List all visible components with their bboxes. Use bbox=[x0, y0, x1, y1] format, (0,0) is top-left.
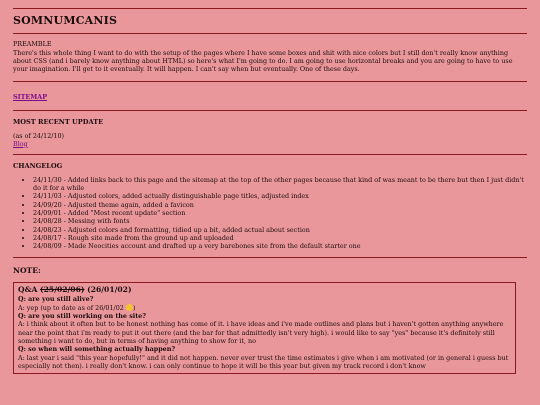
recent-update-heading: MOST RECENT UPDATE bbox=[13, 117, 104, 126]
changelog-heading: CHANGELOG bbox=[13, 162, 63, 171]
note-heading: NOTE: bbox=[13, 265, 41, 275]
answer-2: A: i think about it often but to be honest nothing has come of it. i have ideas and i've made outlines and plans but i haven't gotten anything anywhere near the point that i'm ready to put it out there (and the bar for that admittedly isn't very high). i would like to say "yes" because it's definitely still something i want to do, but in terms of having anything to show for it, no bbox=[18, 320, 504, 346]
changelog-item: • 24/09/01 - Added "Most recent update" section bbox=[33, 209, 527, 217]
answer-1 bbox=[18, 304, 511, 312]
changelog-item: • 24/11/30 - Added links back to this page and the sitemap at the top of the other pages because that kind of was meant to be there but then I just didn't do it for a while bbox=[33, 176, 527, 193]
note-section bbox=[13, 266, 527, 375]
recent-update-date: (as of 24/12/10) bbox=[13, 131, 65, 140]
changelog-item: • 24/09/20 - Adjusted theme again, added a favicon bbox=[33, 201, 527, 209]
question-3: Q: so when will something actually happen? bbox=[18, 345, 176, 354]
changelog-list bbox=[13, 176, 527, 251]
sitemap-link[interactable]: SITEMAP bbox=[13, 92, 48, 101]
qa-box bbox=[13, 282, 516, 375]
preamble-label: PREAMBLE bbox=[13, 40, 52, 49]
divider bbox=[13, 33, 527, 34]
question-1: Q: are you still alive? bbox=[18, 295, 94, 304]
site-title: SOMNUMCANIS bbox=[13, 14, 118, 27]
divider bbox=[13, 257, 527, 258]
changelog-section bbox=[13, 162, 527, 251]
preamble-text: There's this whole thing I want to do with the setup of the pages where I have some boxes and shit with nice colors but I still don't really know anything about CSS (and i barely know anything about HTML) so here's what I'm going to do. I am going to use horizontal breaks and you are going to have to use your imagination. I'll get to it eventually. It will happen. I can't say when but eventually. One of these days. bbox=[13, 48, 513, 74]
answer-1-text: A: yep (up to date as of 26/01/02 bbox=[18, 303, 124, 312]
question-2: Q: are you still working on the site? bbox=[18, 312, 146, 321]
changelog-item: • 24/11/03 - Adjusted colors, added actually distinguishable page titles, adjusted index bbox=[33, 192, 527, 200]
qa-label: Q&A bbox=[18, 284, 38, 294]
changelog-item: • 24/08/17 - Rough site made from the ground up and uploaded bbox=[33, 234, 527, 242]
qa-new-date: (26/01/02) bbox=[87, 284, 132, 294]
divider bbox=[13, 110, 527, 111]
smiley-emoji-icon bbox=[126, 304, 133, 311]
answer-3: A: last year i said "this year hopefully!" and it did not happen. never ever trust the time estimates i give when i am motivated (or in general i guess but especially not then). i really don't know. i can only continue to hope it will be this year but given my track record i don't know bbox=[18, 353, 509, 371]
qa-old-date: (25/02/06) bbox=[40, 284, 85, 294]
divider bbox=[13, 81, 527, 82]
divider bbox=[13, 154, 527, 155]
divider bbox=[13, 8, 527, 9]
preamble-section bbox=[13, 40, 527, 73]
answer-1-end: ) bbox=[132, 303, 136, 312]
recent-update-section bbox=[13, 118, 527, 148]
qa-title bbox=[18, 285, 511, 295]
changelog-item: • 24/08/28 - Messing with fonts bbox=[33, 217, 527, 225]
changelog-item: • 24/08/09 - Made Neocities account and drafted up a very barebones site from the default starter one bbox=[33, 242, 527, 250]
changelog-item: • 24/08/23 - Adjusted colors and formatting, tidied up a bit, added actual about section bbox=[33, 226, 527, 234]
blog-link[interactable]: Blog bbox=[13, 139, 28, 148]
